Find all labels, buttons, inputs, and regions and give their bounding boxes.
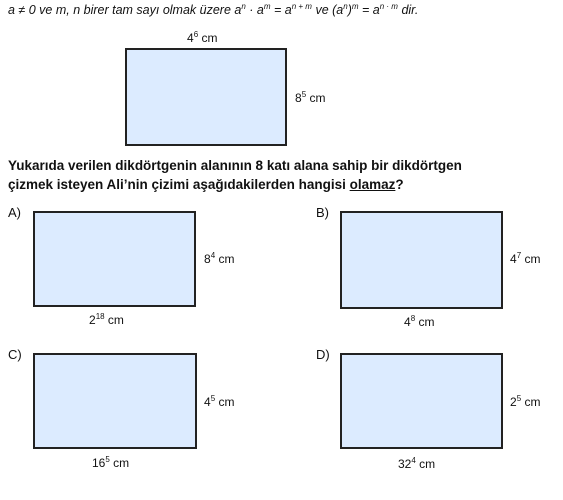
option-d-side-label: $2^5$ cm: [510, 394, 541, 409]
option-b-bottom-label: $4^8$ cm: [404, 314, 435, 329]
question-emphasis: olamaz: [349, 177, 396, 192]
option-b-side-label: $4^7$ cm: [510, 251, 541, 266]
option-b-letter[interactable]: B): [316, 205, 329, 220]
option-d-letter[interactable]: D): [316, 347, 330, 362]
option-d-rectangle: [340, 353, 503, 449]
option-c-rectangle: [33, 353, 197, 449]
option-c-side-label: $4^5$ cm: [204, 394, 235, 409]
main-rect-side-label: $8^5$ cm: [295, 90, 326, 105]
option-a-side-label: $8^4$ cm: [204, 251, 235, 266]
option-b-rectangle: [340, 211, 503, 309]
question-text: Yukarıda verilen dikdörtgenin alanının 8 katı alana sahip bir dikdörtgen çizmek isteyen Ali’nin çizimi aşağıdakilerden hangisi olamaz?: [8, 158, 462, 192]
option-c-letter[interactable]: C): [8, 347, 22, 362]
option-c-bottom-label: $16^5$ cm: [92, 455, 130, 470]
option-a-bottom-label: $2^{18}$ cm: [89, 312, 124, 327]
option-a-letter[interactable]: A): [8, 205, 21, 220]
option-a-rectangle: [33, 211, 196, 307]
main-rectangle: [125, 48, 287, 146]
option-d-bottom-label: $32^4$ cm: [398, 456, 436, 471]
intro-rule: a ≠ 0 ve m, n birer tam sayı olmak üzere $a^n \cdot a^m = a^{n + m}$ ve $(a^n)^m = a^{n \cdot m}$ dir.: [8, 2, 419, 17]
main-rect-top-label: $4^6$ cm: [187, 30, 218, 45]
